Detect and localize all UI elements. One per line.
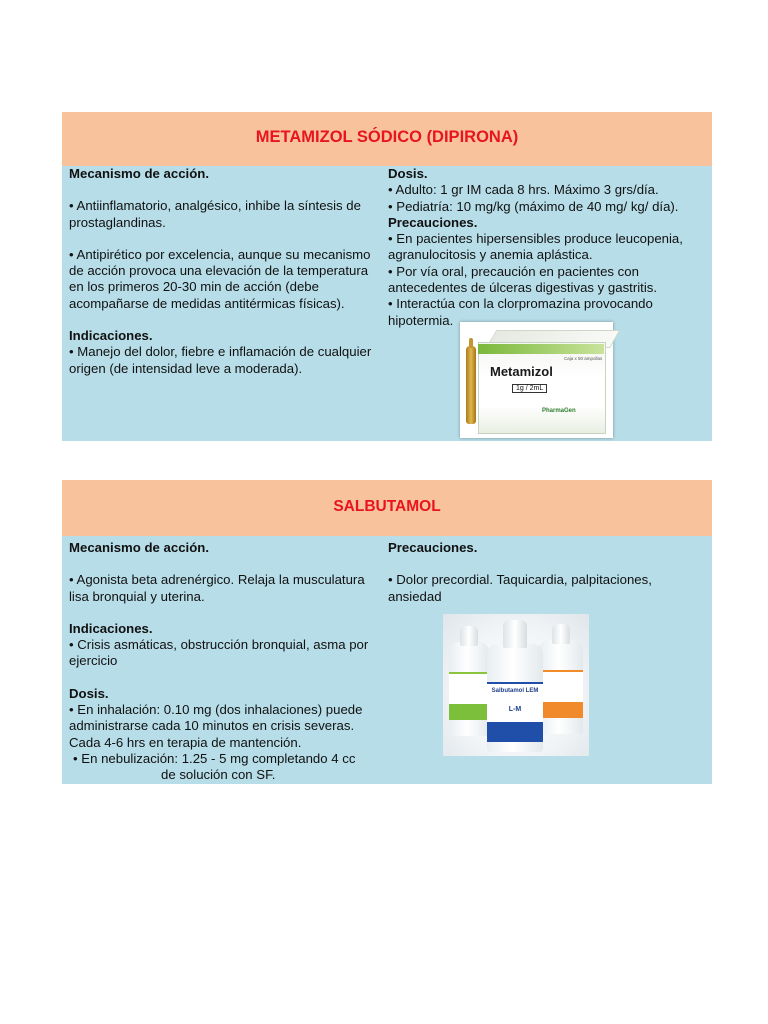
metamizol-mechanism-heading: Mecanismo de acción.	[69, 166, 209, 181]
salbutamol-left-column	[69, 540, 374, 784]
box-package-text: Caja x 50 ampollas	[564, 356, 603, 361]
metamizol-title: METAMIZOL SÓDICO (DIPIRONA)	[62, 112, 712, 166]
salbutamol-dosis-1: • En inhalación: 0.10 mg (dos inhalaciones) puede administrarse cada 10 minutos en crisis severas. Cada 4-6 hrs en terapia de mantención.	[69, 702, 363, 750]
bottle-brand: Salbutamol LEM	[491, 688, 539, 694]
bottle-center	[487, 644, 543, 752]
metamizol-dosis-heading: Dosis.	[388, 166, 428, 181]
salbutamol-precaution-1: • Dolor precordial. Taquicardia, palpitaciones, ansiedad	[388, 572, 652, 604]
metamizol-precautions-heading: Precauciones.	[388, 214, 478, 230]
salbutamol-dosis-2a: • En nebulización: 1.25 - 5 mg completando 4 cc	[73, 750, 356, 766]
metamizol-mechanism-1: • Antiinflamatorio, analgésico, inhibe la síntesis de prostaglandinas.	[69, 198, 361, 230]
salbutamol-indications-heading: Indicaciones.	[69, 620, 153, 636]
salbutamol-precautions-heading: Precauciones.	[388, 540, 478, 555]
bottle-left	[449, 642, 489, 736]
box-dose: 1g / 2mL	[512, 384, 547, 393]
metamizol-precaution-2: • Por vía oral, precaución en pacientes con antecedentes de úlceras digestivas y gastritis.	[388, 263, 658, 296]
metamizol-dosis-1: • Adulto: 1 gr IM cada 8 hrs. Máximo 3 grs/día.	[388, 182, 659, 198]
salbutamol-dosis-2b: de solución con SF.	[161, 767, 276, 783]
salbutamol-title: SALBUTAMOL	[62, 480, 712, 536]
bottle-right	[539, 640, 583, 734]
bottle-maker: L-M	[508, 706, 522, 713]
salbutamol-right-column	[388, 540, 706, 605]
salbutamol-mechanism-heading: Mecanismo de acción.	[69, 540, 209, 555]
salbutamol-mechanism-1: • Agonista beta adrenérgico. Relaja la musculatura lisa bronquial y uterina.	[69, 572, 365, 604]
box-maker: PharmaGen	[542, 408, 576, 414]
salbutamol-dosis-heading: Dosis.	[69, 685, 109, 701]
metamizol-indications-heading: Indicaciones.	[69, 328, 153, 344]
metamizol-indications-1: • Manejo del dolor, fiebre e inflamación de cualquier origen (de intensidad leve a moderada).	[69, 344, 372, 376]
box-stripe	[478, 344, 604, 354]
box-brand: Metamizol	[490, 364, 553, 379]
metamizol-mechanism-2: • Antipirético por excelencia, aunque su mecanismo de acción provoca una elevación de la temperatura en los primeros 20-30 min de acción (debe acompañarse de medidas antitérmicas físicas).	[69, 246, 371, 311]
metamizol-dosis-2: • Pediatría: 10 mg/kg (máximo de 40 mg/ kg/ día).	[388, 198, 679, 214]
metamizol-precaution-1: • En pacientes hipersensibles produce leucopenia, agranulocitosis y anemia aplástica.	[388, 231, 683, 263]
salbutamol-indications-1: • Crisis asmáticas, obstrucción bronquial, asma por ejercicio	[69, 637, 369, 669]
ampoule-icon	[466, 346, 476, 424]
metamizol-precaution-3: • Interactúa con la clorpromazina provocando hipotermia.	[388, 296, 653, 328]
metamizol-right-column	[388, 166, 706, 329]
metamizol-product-image	[460, 322, 613, 438]
salbutamol-product-image	[443, 614, 589, 756]
metamizol-left-column	[69, 166, 374, 377]
